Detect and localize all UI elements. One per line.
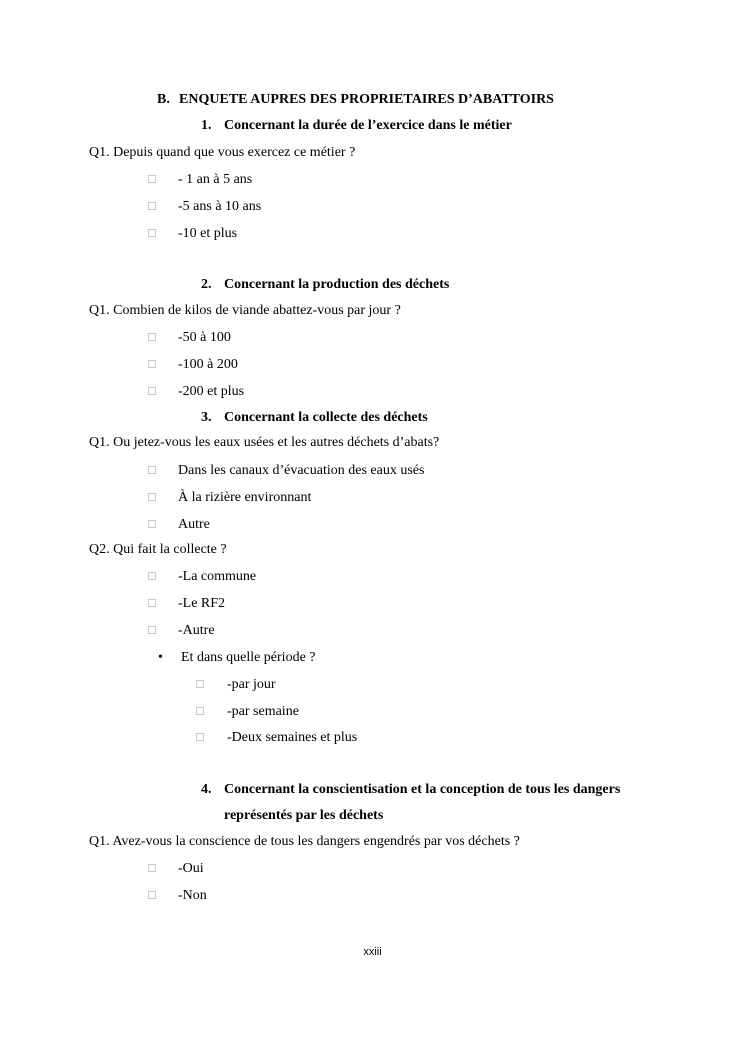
option-label: À la rizière environnant <box>178 490 312 505</box>
part-3-number: 3. <box>201 410 212 425</box>
option-label: -50 à 100 <box>178 330 231 345</box>
checkbox-option[interactable] <box>148 466 156 474</box>
bullet-icon: • <box>158 650 163 665</box>
checkbox-option[interactable] <box>196 707 204 715</box>
checkbox-option[interactable] <box>148 599 156 607</box>
option-label: -200 et plus <box>178 384 245 399</box>
option-label: -10 et plus <box>178 226 238 241</box>
part-4-title-line-2: représentés par les déchets <box>224 808 384 823</box>
checkbox-option[interactable] <box>148 493 156 501</box>
checkbox-option[interactable] <box>196 733 204 741</box>
checkbox-option[interactable] <box>148 864 156 872</box>
part-4-question-1: Q1. Avez-vous la conscience de tous les dangers engendrés par vos déchets ? <box>89 834 520 849</box>
part-2-number: 2. <box>201 277 212 292</box>
part-4-number: 4. <box>201 782 212 797</box>
page-number: xxiii <box>363 946 382 958</box>
checkbox-option[interactable] <box>148 360 156 368</box>
part-4-title-line-1: Concernant la conscientisation et la conception de tous les dangers <box>224 782 621 797</box>
option-label: -Non <box>178 888 207 903</box>
option-label: -Oui <box>178 861 204 876</box>
part-2-question-1: Q1. Combien de kilos de viande abattez-vous par jour ? <box>89 303 401 318</box>
part-3-title: Concernant la collecte des déchets <box>224 410 428 425</box>
option-label: -par jour <box>227 677 276 692</box>
part-1-title: Concernant la durée de l’exercice dans le métier <box>224 118 512 133</box>
part-3-question-1: Q1. Ou jetez-vous les eaux usées et les autres déchets d’abats? <box>89 435 440 450</box>
checkbox-option[interactable] <box>148 891 156 899</box>
option-label: -100 à 200 <box>178 357 238 372</box>
checkbox-option[interactable] <box>148 333 156 341</box>
section-letter: B. <box>157 92 170 107</box>
part-2-title: Concernant la production des déchets <box>224 277 450 292</box>
section-title: ENQUETE AUPRES DES PROPRIETAIRES D’ABATTOIRS <box>179 92 554 107</box>
checkbox-option[interactable] <box>148 175 156 183</box>
option-label: -par semaine <box>227 704 299 719</box>
sub-question: Et dans quelle période ? <box>181 650 316 665</box>
option-label: -Deux semaines et plus <box>227 730 358 745</box>
option-label: -5 ans à 10 ans <box>178 199 262 214</box>
checkbox-option[interactable] <box>148 626 156 634</box>
option-label: Dans les canaux d’évacuation des eaux usés <box>178 463 425 478</box>
part-1-number: 1. <box>201 118 212 133</box>
option-label: -Autre <box>178 623 215 638</box>
option-label: Autre <box>178 517 210 532</box>
checkbox-option[interactable] <box>148 202 156 210</box>
option-label: -Le RF2 <box>178 596 226 611</box>
checkbox-option[interactable] <box>148 387 156 395</box>
checkbox-option[interactable] <box>148 229 156 237</box>
checkbox-option[interactable] <box>196 680 204 688</box>
part-1-question-1: Q1. Depuis quand que vous exercez ce métier ? <box>89 145 356 160</box>
option-label: - 1 an à 5 ans <box>178 172 253 187</box>
part-3-question-2: Q2. Qui fait la collecte ? <box>89 542 227 557</box>
checkbox-option[interactable] <box>148 572 156 580</box>
option-label: -La commune <box>178 569 257 584</box>
checkbox-option[interactable] <box>148 520 156 528</box>
